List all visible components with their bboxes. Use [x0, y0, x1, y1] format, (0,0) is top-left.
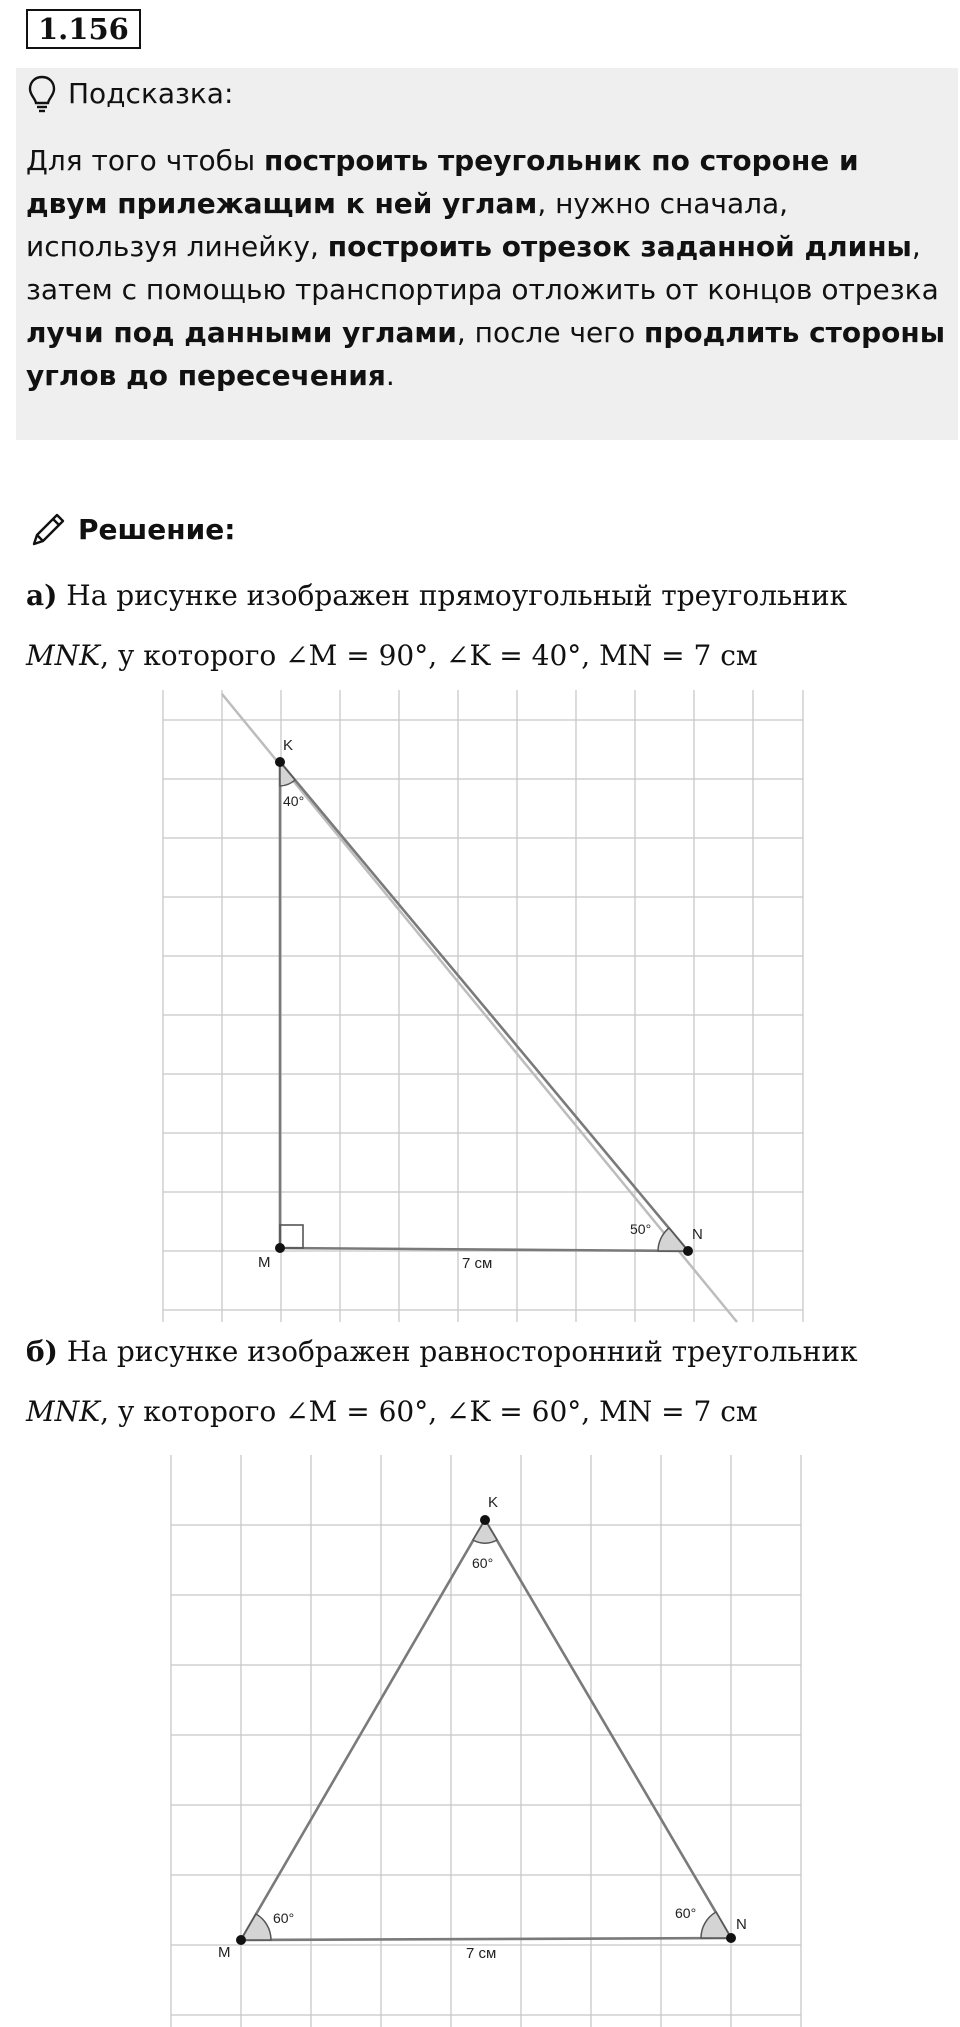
- hint-segment-bold: построить отрезок заданной длины: [327, 230, 912, 263]
- hint-segment: Для того чтобы: [26, 144, 264, 177]
- figure-a-point-m: [275, 1243, 285, 1253]
- part-b-line1: [26, 1332, 858, 1372]
- figure-b-point-n: [726, 1933, 736, 1943]
- part-a-triangle-name: MNK: [26, 639, 101, 672]
- part-b-triangle-name: MNK: [26, 1395, 101, 1428]
- figure-a-angle-k-label: 40°: [283, 793, 305, 809]
- part-b-line2: [26, 1392, 758, 1432]
- figure-a-point-k: [275, 757, 285, 767]
- lightbulb-icon: [28, 74, 56, 114]
- figure-b-point-m: [236, 1935, 246, 1945]
- hint-segment-bold: построить треугольник по стороне и двум прилежащим к ней углам: [26, 144, 859, 220]
- figure-a: [150, 690, 820, 1330]
- figure-a-label-m: M: [258, 1254, 271, 1271]
- part-a-text: На рисунке изображен прямоугольный треугольник: [66, 579, 848, 612]
- part-a-conditions: , у которого ∠M = 90°, ∠K = 40°, MN = 7 см: [100, 639, 758, 672]
- figure-a-label-k: K: [283, 737, 294, 754]
- figure-b-label-k: K: [488, 1494, 499, 1511]
- hint-segment: , затем с помощью транспортира отложить от концов отрезка: [26, 230, 939, 306]
- hint-segment: , нужно сначала, используя линейку,: [26, 187, 789, 263]
- part-a-line1: [26, 576, 847, 616]
- figure-b-angle-m-label: 60°: [273, 1910, 295, 1926]
- figure-b-label-n: N: [736, 1916, 747, 1933]
- hint-text: [26, 139, 946, 397]
- figure-b-triangle: [241, 1520, 731, 1940]
- figure-a-angle-n-label: 50°: [630, 1221, 652, 1237]
- part-a-label: а): [26, 579, 58, 612]
- part-b-text: На рисунке изображен равносторонний треугольник: [66, 1335, 858, 1368]
- part-b-conditions: , у которого ∠M = 60°, ∠K = 60°, MN = 7 см: [100, 1395, 758, 1428]
- figure-a-label-n: N: [692, 1226, 703, 1243]
- solution-title: Решение:: [78, 513, 236, 546]
- figure-b-angle-k-label: 60°: [472, 1555, 494, 1571]
- figure-b-label-m: M: [218, 1944, 231, 1961]
- part-b-label: б): [26, 1335, 58, 1368]
- figure-a-side-mn-label: 7 см: [462, 1255, 493, 1272]
- hint-segment: .: [385, 359, 395, 392]
- pencil-icon: [28, 510, 68, 550]
- figure-b-angle-m-arc: [241, 1914, 271, 1940]
- figure-a-triangle: [280, 762, 688, 1251]
- figure-a-extension-line: [222, 694, 737, 1322]
- hint-header: [28, 74, 233, 114]
- hint-segment-bold: лучи под данными углами: [26, 316, 457, 349]
- hint-segment-bold: продлить стороны углов до пересечения: [26, 316, 946, 392]
- task-number: 1.156: [26, 9, 141, 49]
- hint-segment: , после чего: [456, 316, 645, 349]
- hint-title: Подсказка:: [68, 77, 234, 110]
- figure-b: [160, 1455, 810, 2027]
- figure-b-side-mn-label: 7 см: [466, 1945, 497, 1962]
- figure-a-point-n: [683, 1246, 693, 1256]
- figure-b-point-k: [480, 1515, 490, 1525]
- figure-b-angle-n-label: 60°: [675, 1905, 697, 1921]
- solution-header: [28, 505, 235, 555]
- figure-b-angle-n-arc: [701, 1912, 731, 1938]
- part-a-line2: [26, 636, 758, 676]
